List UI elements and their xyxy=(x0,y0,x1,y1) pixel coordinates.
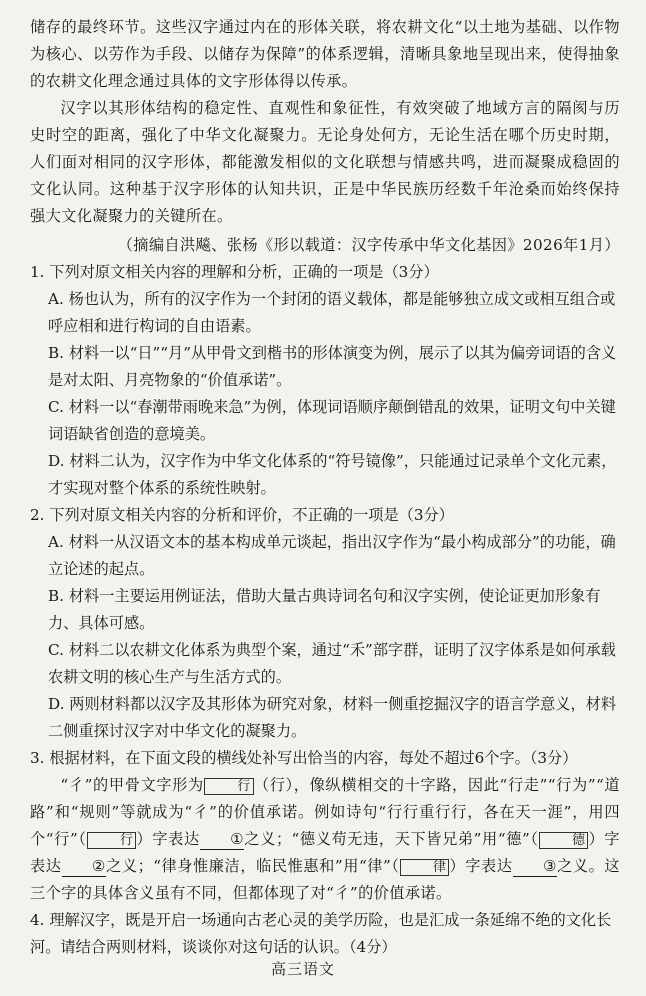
q3-text-6: 之义；“律身惟廉洁，临民惟惠和”用“律”（ xyxy=(105,857,400,875)
question-1-stem: 1. 下列对原文相关内容的理解和分析，正确的一项是（3分） xyxy=(30,263,439,281)
oracle-glyph-lv: 律 xyxy=(400,859,450,876)
q3-text-4: 之义；“德义苟无违，天下皆兄弟”用“德”（ xyxy=(244,830,539,848)
blank-1[interactable]: ① xyxy=(200,829,244,850)
question-2-option-d: D. 两则材料都以汉字及其形体为研究对象，材料一侧重挖掘汉字的语言学意义，材料二侧重探讨汉字对中华文化的凝聚力。 xyxy=(48,695,617,740)
question-3 xyxy=(30,745,620,907)
question-3-stem: 3. 根据材料，在下面文段的横线处补写出恰当的内容，每处不超过6个字。（3分） xyxy=(30,749,578,767)
q3-text-7: ）字表达 xyxy=(449,857,513,875)
question-4-stem: 4. 理解汉字，既是开启一场通向古老心灵的美学历险，也是汇成一条延绵不绝的文化长河。请结合两则材料，谈谈你对这句话的认识。（4分） xyxy=(30,911,612,956)
oracle-glyph-de: 德 xyxy=(539,832,589,849)
page-footer xyxy=(0,958,646,979)
question-1-option-b: B. 材料一以“日”“月”从甲骨文到楷书的形体演变为例，展示了以其为偏旁词语的含义是对太阳、月亮物象的“价值承诺”。 xyxy=(48,344,617,389)
q3-text-5: ）字表达 xyxy=(30,830,620,875)
question-2-stem: 2. 下列对原文相关内容的分析和评价，不正确的一项是（3分） xyxy=(30,506,454,524)
question-1-option-c: C. 材料一以“春潮带雨晚来急”为例，体现词语顺序颠倒错乱的效果，证明文句中关键词语缺省创造的意境美。 xyxy=(48,398,616,443)
q3-text-2: （行），像纵横相交的十字路，因此“行走”“行为”“道路”和“规则”等就成为“彳”的价值承诺。例如诗句“行行重行行，各在天一涯”，用四个“行”（ xyxy=(30,776,621,848)
passage-paragraph-2: 汉字以其形体结构的稳定性、直观性和象征性，有效突破了地域方言的隔阂与历史时空的距离，强化了中华文化凝聚力。无论身处何方，无论生活在哪个历史时期，人们面对相同的汉字形体，都能激发相似的文化联想与情感共鸣，进而凝聚成稳固的文化认同。这种基于汉字形体的认知共识，正是中华民族历经数千年沧桑而始终保持强大文化凝聚力的关键所在。 xyxy=(30,99,620,225)
blank-2[interactable]: ② xyxy=(62,856,106,877)
oracle-glyph-xing-2: 行 xyxy=(87,832,137,849)
question-1 xyxy=(30,259,620,502)
question-2-option-c: C. 材料二以农耕文化体系为典型个案，通过“禾”部字群，证明了汉字体系是如何承载农耕文明的核心生产与生活方式的。 xyxy=(48,641,616,686)
q3-text-8: 之义。这三个字的具体含义虽有不同，但都体现了对“彳”的价值承诺。 xyxy=(30,857,620,902)
oracle-glyph-xing: 行 xyxy=(204,778,254,795)
q3-text-1: “彳”的甲骨文字形为 xyxy=(60,776,204,794)
footer-label: 高三语文 xyxy=(270,960,335,978)
question-2 xyxy=(30,502,620,745)
q3-text-3: ）字表达 xyxy=(136,830,200,848)
question-4 xyxy=(30,907,620,961)
question-1-option-a: A. 杨也认为，所有的汉字作为一个封闭的语义载体，都是能够独立成文或相互组合或呼应相和进行构词的自由语素。 xyxy=(48,290,616,335)
passage-source: （摘编自洪飚、张杨《形以载道：汉字传承中华文化基因》2026年1月） xyxy=(117,236,620,254)
question-1-option-d: D. 材料二认为，汉字作为中华文化体系的“符号镜像”，只能通过记录单个文化元素，才实现对整个体系的系统性映射。 xyxy=(48,452,617,497)
question-2-option-a: A. 材料一从汉语文本的基本构成单元谈起，指出汉字作为“最小构成部分”的功能，确立论述的起点。 xyxy=(48,533,616,578)
question-2-option-b: B. 材料一主要运用例证法，借助大量古典诗词名句和汉字实例，使论证更加形象有力、具体可感。 xyxy=(48,587,601,632)
question-3-passage xyxy=(30,772,620,907)
passage-paragraph-1: 储存的最终环节。这些汉字通过内在的形体关联，将农耕文化“以土地为基础、以作物为核心、以劳作为手段、以储存为保障”的体系逻辑，清晰具象地呈现出来，使得抽象的农耕文化理念通过具体的文字形体得以传承。 xyxy=(30,18,620,90)
blank-3[interactable]: ③ xyxy=(513,856,557,877)
